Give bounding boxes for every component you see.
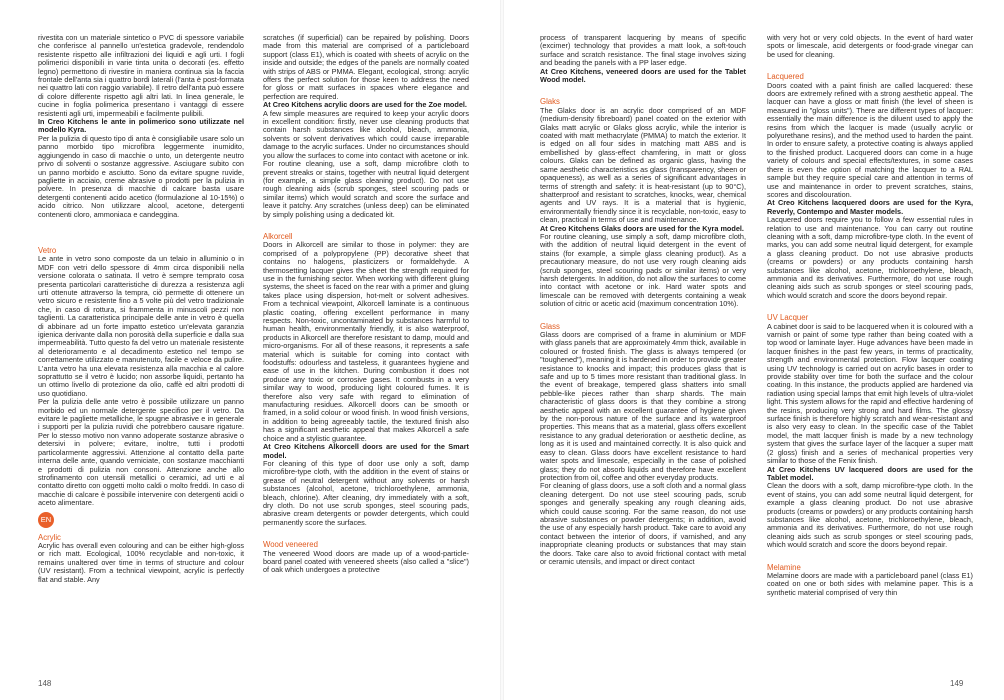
zoe-title: At Creo Kitchens acrylic doors are used for the Zoe model.: [263, 100, 467, 110]
glass-body-1: Glass doors are comprised of a frame in aluminium or MDF with glass panels that are approximately 4mm thick, available in coloured or frosted finish. The glass is always tempered (or "toughened"), meaning it is hardened in order to provide greater resistance to knocks and impact; this produces glass that is safe and up to 5 times more resistant than traditional glass. In the event of breakage, tempered glass shatters into small pebble-like pieces rather than sharp shards. The main characteristic of glass doors is that they combine a strong aesthetic appeal with an excellent guarantee of hygiene given by the non-porous nature of the surface and its waterproof properties. This means that as a material, glass offers excellent resistance to any gradual deterioration or aesthetic decline, as long as it is used and maintained correctly. It is also quick and easy to clean. Glass doors have excellent resistance to hard water spots and limescale, especially in the case of polished glass; they do not absorb liquids and therefore have excellent protection from oil, coffee and other everyday products.: [540, 330, 746, 482]
glaks-kyra-body: For routine cleaning, use simply a soft, damp microfibre cloth, with the addition of neutral liquid detergent in the event of stains (for example, a simple glass cleaning product). As a precautionary measure, do not use very rough cleaning aids (scrub sponges, steel scouring pads or similar items) or very harsh detergents. In addition, do not allow the surfaces to come into contact with acetone or ink. Hard water spots and limescale can be removed with detergents containing a weak solution of citric or acetic acid (maximum concentration 10%).: [540, 231, 746, 309]
tablet-wood-title: At Creo Kitchens, veneered doors are used for the Tablet Wood model.: [540, 66, 746, 85]
melamine-body: Melamine doors are made with a particleboard panel (class E1) coated on one or both sides with melamine paper. This is a synthetic material comprised of very thin: [767, 570, 973, 597]
language-badge-en: EN: [38, 512, 54, 528]
glaks-body: The Glaks door is an acrylic door comprised of an MDF (medium-density fibreboard) panel coated on the exterior with Glaks matt acrylic or Glaks gloss acrylic, while the interior is coated with matt methacrylate (PMMA) to match the exterior. It is edged on all four sides in matching matt ABS and is embellished by glass-effect chamfering, in matt or gloss colours. Glaks can be defined as organic glass, having the same aesthetic characteristics as glass (transparency, sheen or opaqueness), as well as a series of significant advantages in terms of strength and safety: it is heat-resistant (up to 90°C), shatterproof and resistant to scratches, knocks, wear, chemical agents and UV rays. It is a material that is hygienic, environmentally friendly since it is recyclable, non-toxic, easy to clean, practical in terms of use and maintenance.: [540, 105, 746, 225]
uv-lacquer-body-2: Clean the doors with a soft, damp microfibre-type cloth. In the event of stains, you can add some neutral liquid detergent, for example a glass cleaning product. Do not use abrasive products (creams or powders) or any products containing harsh substances like alcohol, acetone, trichloroethylene, bleach, ammonia and its derivatives. Furthermore, do not use rough cleaning aids such as scrub sponges or steel scouring pads, which would scratch and score the doors beyond repair.: [767, 481, 973, 550]
lacquered-body-2: Lacquered doors require you to follow a few essential rules in relation to use and maintenance. You can carry out routine cleaning with a soft, damp microfibre-type cloth. In the event of marks, you can add some neutral liquid detergent, for example a glass cleaning product. Do not use abrasive products (creams or powders) or any products containing harsh substances like alcohol, acetone, trichloroethylene, bleach, ammonia and its derivatives. Furthermore, do not use rough cleaning aids such as scrub sponges or steel scouring pads, which would scratch and score the doors beyond repair.: [767, 215, 973, 300]
glass-body-2: For cleaning of glass doors, use a soft cloth and a normal glass cleaning detergent. Do not use steel scouring pads, scrub sponges and generally speaking any rough cleaning aids, which could cause scoring. For the same reason, do not use abrasive substances or powder detergents; in addition, avoid the use of any especially harsh product. Take care to avoid any contact between the interior of doors, if varnished, and any inappropriate cleaning products or substances that may stain the doors. Take care also to avoid frictional contact with metal or ceramic utensils, and impact or direct contact: [540, 481, 746, 566]
right-column-2: [767, 34, 973, 684]
left-column-1: [38, 34, 244, 684]
glass-heading: Glass: [540, 321, 560, 331]
page-number-right: 149: [950, 679, 964, 688]
acrylic-heading: Acrylic: [38, 532, 61, 542]
alkorcell-heading: Alkorcell: [263, 231, 293, 241]
zoe-body: A few simple measures are required to keep your acrylic doors in excellent condition: firstly, never use cleaning products that contain harsh substances like alcohol, bleach, ammonia, solvents or solvent derivatives which could cause irreparable damage to the acrylic surfaces. Under no circumstances should you allow the surfaces to come into contact with acetone or ink. For routine cleaning, use a soft, damp microfibre cloth to prevent streaks or stains, together with neutral liquid detergent (for example, a simple glass cleaning product). Do not use rough cleaning aids (scrub sponges, steel scouring pads or similar items) which would scratch and score the surface and leave it patchy. Any scratches (unless deep) can be eliminated by simply polishing using a dedicated kit.: [263, 108, 469, 219]
kyra-polymer-title: In Creo Kitchens le ante in polimerico sono utilizzate nel modello Kyra.: [38, 117, 244, 135]
vetro-body-1: Le ante in vetro sono composte da un telaio in alluminio o in MDF con vetri dello spessore di 4mm circa disponibili nella versione colorata o satinata. Il vetro è sempre temprato cosa presenta particolari caratteristiche di durezza a resistenza agli urti ottenute attraverso la tempra, ciò permette di ottenere un vetro sicuro e resistente fino a 5 volte più del vetro tradizionale che, in caso di rottura, si frammenta in minuscoli pezzi non taglienti. La caratteristica principale delle ante in vetro è quella di abbinare ad un forte impatto estetico un'elevata garanzia igienica derivante dalla non porosità della superficie e dalla sua impermeabilità. Tutto questo fa del vetro un materiale resistente al deterioramento e al decadimento estetico nel tempo se correttamente utilizzato e manutenuto, facile e veloce da pulire. L'anta vetro ha una elevata resistenza alla macchia e al calore soprattutto se il vetro è lucido; non assorbe liquidi, pertanto ha un ottimo livello di protezione da olio, caffè ed altri prodotti di uso quotidiano.: [38, 254, 244, 398]
uv-lacquer-title: At Creo Kitchens UV lacquered doors are used for the Tablet model.: [767, 464, 973, 482]
lacquered-heading: Lacquered: [767, 72, 804, 82]
acrylic-body: Acrylic has overall even colouring and can be either high-gloss or rich matt. Ecological, 100% recyclable and non-toxic, it remains unaltered over time in terms of structure and colour (UV resistant). From a technical viewpoint, acrylic is perfectly flat and stable. Any: [38, 540, 244, 584]
glaks-heading: Glaks: [540, 97, 560, 107]
left-column-2: [263, 34, 469, 684]
lacquered-body: Doors coated with a paint finish are called lacquered: these doors are extremely refined with a strong aesthetic appeal. The lacquer can have a gloss or matt finish (the level of sheen is measured in "gloss units"). There are different types of lacquer: essentially the main difference is the diluent used to apply the resins from which the lacquer is made (usually acrylic or polyurethane resins), and the method used to harden the paint. In order to ensure safety, a protective coating is always applied to the finished product. Lacquered doors can come in a huge variety of colours and special effects/textures, in some cases there is even the option of matching the lacquer to a RAL sample but they require special care and attention in terms of use and maintenance in order to prevent scratches, stains, scores and discolouration.: [767, 80, 973, 199]
right-page: [502, 0, 1004, 700]
vetro-heading: Vetro: [38, 245, 57, 255]
vetro-body-2: Per la pulizia delle ante vetro è possibile utilizzare un panno morbido ed un normale detergente specifico per il vetro. Da evitare le pagliette metalliche, le spugne abrasive e in generale i supporti per la pulizia ruvidi che potrebbero causare rigature. Per lo stesso motivo non vanno adoperate sostanze abrasive o detersivi in polvere; evitare, inoltre, tutti i prodotti particolarmente aggressivi. Attenzione al contatto della parte interna delle ante, quando verniciate, con sostanze macchianti e prodotti di pulizia non consoni. Attenzione anche allo strofinamento con utensili metallici o ceramici, ad urti e al contatto diretto con oggetti molto caldi o molto freddi. In caso di macchie di calcare è possibile intervenire con detergenti acidi o aceto alimentare.: [38, 397, 244, 508]
page-number-left: 148: [38, 679, 52, 688]
smart-body: For cleaning of this type of door use only a soft, damp microfibre-type cloth, with the addition in the event of stains or grease of neutral detergent without any solvents or harsh substances (alcohol, acetone, trichloroethylene, ammonia, bleach, chlorine). After cleaning, dry immediately with a soft, dry cloth. Do not use scrub sponges, steel scouring pads, abrasive cream detergents or powder detergents, which could permanently score the surfaces.: [263, 458, 469, 527]
glaks-kyra-title: At Creo Kitchens Glaks doors are used for the Kyra model.: [540, 223, 744, 233]
wood-veneered-heading: Wood veneered: [263, 540, 318, 550]
polymer-intro: rivestita con un materiale sintetico o PVC di spessore variabile che conferisce al pannello un'estetica gradevole, rendendolo resistente rispetto alle infiltrazioni dei liquidi e agli urti. I fogli polimerici disponibili in varie tinta unita o decorati (es. effetto legno) permettono di rivestire in maniera continua sia la faccia frontale dell'anta sia i quattro bordi laterali (l'anta è post-formata nei quattro lati con raggio variabile). Il retro dell'anta può essere di colore differente rispetto agli altri lati. In linea generale, le cucine in foglia polimerica presentano i vantaggi di essere resistenti agli urti, impermeabili e facilmente pulibili.: [38, 34, 244, 118]
tablet-wood-intro: process of transparent lacquering by means of specific (excimer) technology that provides a matt look, a soft-touch surface and scratch resistance. The final stage involves sizing and beading the panels with a PP laser edge.: [540, 34, 746, 68]
uv-lacquer-heading: UV Lacquer: [767, 313, 809, 323]
wood-veneered-body: The veneered Wood doors are made up of a wood-particle-board panel coated with veneered sheets (also called a "slice") of oak which undergoes a protective: [263, 548, 469, 575]
alkorcell-body: Doors in Alkorcell are similar to those in polymer: they are comprised of a polypropylene (PP) decorative sheet that contains no halogens, plasticizers or formaldehyde. A thermosetting lacquer gives the sheet the strength required for use in the furnishing sector. When working with different gluing systems, the sheet is faced on the rear with a primer and gluing takes place using dispersion, hot-melt or solvent adhesives. From a technical viewpoint, Alkorcell laminate is a continuous plastic coating, offering excellent performance in many respects. Non-toxic, uncontaminated by substances harmful to human health, environmentally friendly, it is also waterproof, products in Alkorcell are therefore resistant to damp, mould and micro-organisms. For all of these reasons, it represents a safe material which is suitable for coming into contact with foodstuffs: odourless and tasteless, it guarantees hygiene and ease of use in the kitchen. During combustion it does not produce any toxic or corrosive gases. It combusts in a very similar way to wood, producing light coloured fumes. It is therefore also very safe with regard to elimination of manufacturing residues. Alkorcell doors can be smooth or framed, in a solid colour or wood finish. In wood finish versions, in addition to being agreeably tactile, the textured finish also has a significant aesthetic appeal that makes Alkorcell a safe choice and a stylistic guarantee.: [263, 240, 469, 443]
smart-title: At Creo Kitchens Alkorcell doors are used for the Smart model.: [263, 442, 469, 460]
melamine-heading: Melamine: [767, 562, 801, 572]
glass-continuation: with very hot or very cold objects. In the event of hard water spots or limescale, acid detergents or food-grade vinegar can be used for cleaning.: [767, 34, 973, 59]
uv-lacquer-body: A cabinet door is said to be lacquered when it is coloured with a varnish or paint of some type rather than being coated with a top wood or laminate layer. Huge advances have been made in lacquer finishes in the past few years, in terms of practicality, strength and environmental protection. Flow lacquer coating using UV technology is carried out on acrylic bases in order to provide stability over time for both the surface and the colour coating. In this instance, the products applied are hardened via radiation using special lamps that emit high levels of ultra-violet light. This system allows for the rapid and effective hardening of the resins, producing very strong and hard films. The glossy surface finish is therefore highly scratch and wear-resistant and is also very easy to clean. In the specific case of the Tablet model, the matt lacquer finish is made by a new technology system that gives the surface layer of the lacquer a super matt (2 gloss) finish and a series of mechanical properties very similar to those of the Fenix finish.: [767, 321, 973, 466]
kyra-polymer-body: Per la pulizia di questo tipo di anta è consigliabile usare solo un panno morbido tipo microfibra leggermente inumidito, aggiungendo in caso di macchie o unto, un detergente neutro privo di solventi o sostanze aggressive. Asciugare subito con un panno morbido e asciutto. Sono da evitare spugne ruvide, pagliette in acciaio, creme abrasive o prodotti per la pulizia in polvere. In presenza di macchie di calcare basta usare detergenti contenenti acido acetico (formulazione al 10-15%) o acido citrico. Non utilizzare alcool, acetone, detergenti contenenti cloro, ammoniaca e candeggina.: [38, 133, 244, 219]
zoe-intro: scratches (if superficial) can be repaired by polishing. Doors made from this material are comprised of a particleboard support (class E1), which is coated with sheets of acrylic on the inside and outside; the edges of the panels are normally coated with strips of ABS or PMMA. Elegant, ecological, strong: acrylic offers the perfect solution for those keen to address the need for gloss or matt surfaces in spaces where elegance and perfection are required.: [263, 34, 469, 101]
right-column-1: [540, 34, 746, 684]
lacquered-title: At Creo Kitchens lacquered doors are used for the Kyra, Reverly, Contempo and Master models.: [767, 198, 973, 216]
